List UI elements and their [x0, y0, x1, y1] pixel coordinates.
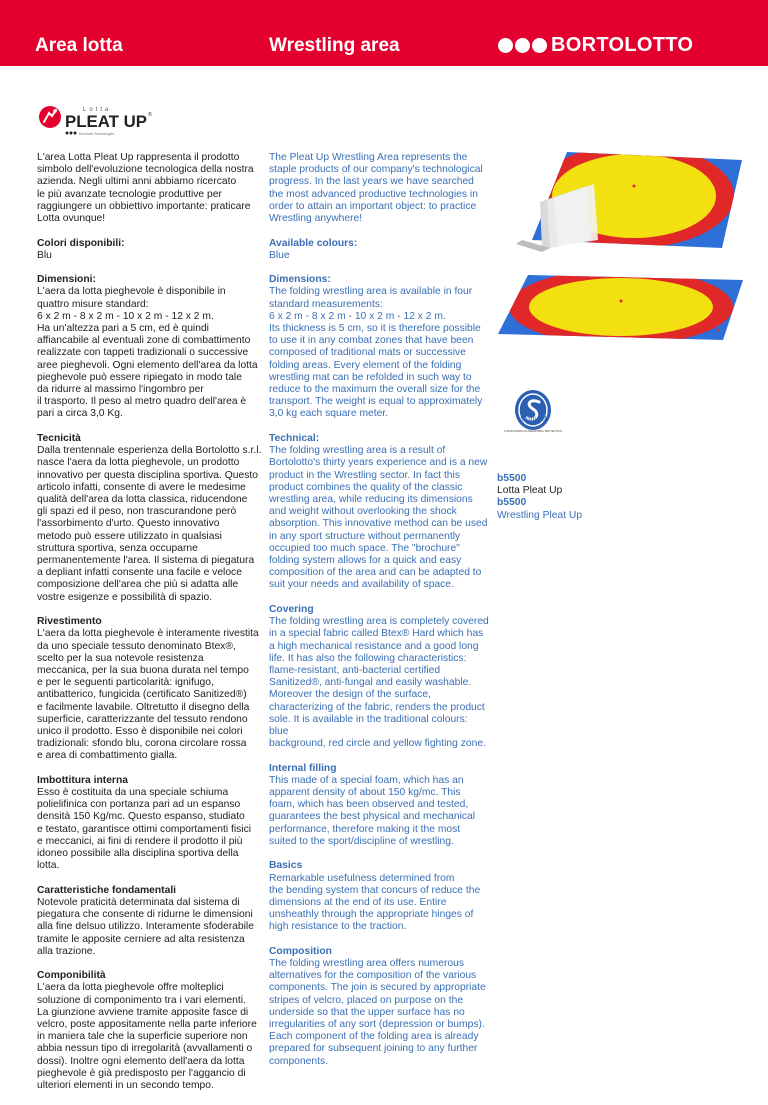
it-covering-block: [37, 616, 262, 762]
en-section-text: The Pleat Up Wrestling Area represents the staple products of our company's technological progress. In the last years we have searched the most advanced productive technologies in order to attain an important object: to practice Wrestling anywhere!: [269, 152, 483, 225]
brand-logo: [498, 34, 693, 57]
product-code-it: b5500: [497, 473, 527, 484]
logo-main-text: PLEAT UP: [65, 112, 147, 131]
it-section-title: Tecnicità: [37, 432, 81, 444]
it-dimensions-block: [37, 274, 262, 420]
en-section-text: The folding wrestling area is completely covered in a special fabric called Btex® Hard which has a high mechanical resistance and a good long life. It has also the following characteristics: flame-resistant, anti-bacterial certified Sanitized®, anti-fungal and easily washable. Moreover the design of the surface, characterizing of the fabric, renders the product sole. It is available in the traditional colours: blue background, red circle and yellow fighting zone.: [269, 616, 489, 750]
it-basics-block: [37, 885, 262, 958]
brand-name: BORTOLOTTO: [551, 34, 694, 56]
en-dimensions-block: [269, 274, 489, 420]
en-technical-block: [269, 433, 489, 592]
en-covering-block: [269, 604, 489, 750]
en-section-text: This made of a special foam, which has an apparent density of about 150 kg/mc. This foam, which has been observed and tested, guarantees the best physical and mechanical performance, therefore making it the most suited to the sport/discipline of wrestling.: [269, 774, 476, 847]
en-section-text: The folding wrestling area offers numerous alternatives for the composition of the various components. The join is secured by appropriate stripes of velcro, placed on purpose on the underside so that the upper surface has no irregularities of any sort (depression or bumps). Each component of the folding area is already prepared for subsequent joining to any further components.: [269, 958, 486, 1067]
pleat-up-logo: [37, 104, 157, 138]
product-name-it: Lotta Pleat Up: [497, 485, 563, 497]
it-section-title: Rivestimento: [37, 616, 102, 628]
product-code-en: b5500: [497, 497, 527, 509]
it-colours-block: [37, 238, 262, 262]
english-column: [269, 152, 489, 1080]
it-intro-block: [37, 152, 262, 225]
it-section-title: Caratteristiche fondamentali: [37, 884, 177, 896]
it-section-text: L'aera da lotta pieghevole è disponibile in quattro misure standard: 6 x 2 m - 8 x 2 m - 10 x 2 m - 12 x 2 m. Ha un'altezza pari a 5 cm, ed è quindi affiancabile al eventuali zone di combattimento realizzate con tappeti tradizionali o successive aree pieghevoli. Ogni elemento dell'area da lotta pieghevole può essere ripiegato in modo tale da ridurre al massimo l'ingombro per il trasporto. Il peso al metro quadro dell'area è pari a circa 3,0 Kg.: [37, 286, 258, 420]
en-section-text: The folding wrestling area is a result of Bortolotto's thirty years experience and is a new product in the Wrestling sector. In fact this product combines the quality of the classic wrestling area, while reducing its dimensions and weight without overlooking the shock absorption. This innovative method can be used in any sport structure without permanently occupied too much space. The "brochure" folding system allows for a quick and easy composition of the area and can be adapted to suit your needs and availability of space.: [269, 445, 488, 591]
en-section-text: Remarkable usefulness determined from the bending system that concurs of reduce the dimensions at the end of its use. Entire unsheathly through the appropriate hinges of high resistance to the traction.: [269, 872, 481, 933]
header-bar: [0, 0, 768, 66]
it-composition-block: [37, 970, 262, 1092]
en-composition-block: [269, 946, 489, 1068]
it-filling-block: [37, 775, 262, 873]
product-reference: [497, 473, 582, 522]
page-title-it: Area lotta: [35, 35, 123, 56]
it-section-text: L'area Lotta Pleat Up rappresenta il prodotto simbolo dell'evoluzione tecnologica della nostra azienda. Negli ultimi anni abbiamo ricercato le più avanzate tecnologie produttive per raggiungere un obbiettivo importante: praticare Lotta ovunque!: [37, 152, 254, 225]
sanitized-brand: Sanitized: [520, 415, 546, 423]
sanitized-logo: [497, 390, 569, 441]
it-section-text: L'aera da lotta pieghevole è interamente rivestita da uno speciale tessuto denominato Btex®, scelto per la sua notevole resistenza meccanica, per la sua buona durata nel tempo e per le seguenti particolarità: ignifugo, antibatterico, fungicida (certificato Sanitized®) e facilmente lavabile. Oltretutto il disegno della superficie, caratterizzante del tessuto rendono unico il prodotto. Esso è disponibile nei colori tradizionali: sfondo blu, corona circolare rossa e area di combattimento gialla.: [37, 628, 259, 762]
it-section-text: L'aera da lotta pieghevole offre molteplici soluzione di componimento tra i vari elementi. La giunzione avviene tramite apposite fasce di velcro, poste appositamente nella parte inferiore in maniera tale che la superficie superiore non abbia nessun tipo di irregolarità (avvallamenti o dossi). Inoltre ogni elemento dell'aera da lotta pieghevole è già predisposto per l'aggancio di ulteriori elementi in un secondo tempo.: [37, 982, 257, 1092]
it-section-text: Esso è costituita da una speciale schiuma polielifinica con portanza pari ad un espanso densità 150 Kg/mc. Questo espanso, studiato e testato, garantisce ottimi comportamenti fisici e meccanici, ai fini di rendere il prodotto il più idoneo possibile alla disciplina sportiva della lotta.: [37, 787, 252, 872]
sanitized-tagline: FOR BACTERIA ANTIMICROBIAL PROTECTION: [504, 430, 562, 433]
en-section-title: Basics: [269, 860, 303, 872]
en-section-title: Technical:: [269, 432, 320, 444]
en-section-title: Available colours:: [269, 237, 358, 249]
product-name-en: Wrestling Pleat Up: [497, 509, 583, 521]
en-section-text: The folding wrestling area is available in four standard measurements: 6 x 2 m - 8 x 2 m - 10 x 2 m - 12 x 2 m. Its thickness is 5 cm, so it is therefore possible to use it in any combat zones that have been composed of traditional mats or successive folding areas. Every element of the folding wrestling mat can be refolded in such way to reduce to the maximum the overall size for the transport. The weight is equal to approximately 3,0 kg each square meter.: [269, 286, 483, 420]
folded-mat-image: [502, 140, 742, 260]
it-section-text: Notevole praticità determinata dal sistema di piegatura che consente di ridurne le dimensioni alla fine delsuo utilizzo. Interamente sfoderabile tramite le apposite cerniere ad alta resistenza alla trazione.: [37, 896, 254, 957]
logo-tagline: Bortolotto Technologies: [79, 132, 115, 136]
en-filling-block: [269, 763, 489, 848]
brand-dots-icon: [498, 38, 549, 53]
en-intro-block: [269, 152, 489, 225]
en-section-title: Covering: [269, 603, 314, 615]
it-section-text: Blu: [37, 249, 52, 261]
en-colours-block: [269, 238, 489, 262]
logo-reg: ®: [148, 112, 152, 118]
en-section-text: Blue: [269, 249, 290, 261]
en-section-title: Internal filling: [269, 762, 337, 774]
logo-small-text: Lotta: [83, 107, 112, 113]
italian-column: [37, 152, 262, 1105]
it-section-title: Colori disponibili:: [37, 237, 125, 249]
en-section-title: Dimensions:: [269, 274, 331, 286]
flat-mat-image: [498, 270, 743, 345]
it-section-title: Imbottitura interna: [37, 774, 128, 786]
en-basics-block: [269, 860, 489, 933]
page-title-en: Wrestling area: [269, 35, 400, 56]
it-section-title: Componibilità: [37, 970, 106, 982]
it-section-text: Dalla trentennale esperienza della Bortolotto s.r.l. nasce l'aera da lotta pieghevole, un prodotto innovativo per questa disciplina sportiva. Questo articolo infatti, consente di avere le medesime qualità dell'area da lotta classica, riducendone gli spazi ed il peso, non trascurandone però l'assorbimento d'urto. Questo innovativo metodo può essere utilizzato in qualsiasi struttura sportiva, senza occuparne permanentemente l'area. Il sistema di piegatura a depliant infatti consente una facile e veloce composizione dell'area che più si adatta alle vostre esigenze e possibilità di spazio.: [37, 445, 262, 603]
sanitized-emblem-icon: [497, 390, 569, 436]
en-section-title: Composition: [269, 945, 332, 957]
it-section-title: Dimensioni:: [37, 274, 96, 286]
it-technical-block: [37, 433, 262, 604]
